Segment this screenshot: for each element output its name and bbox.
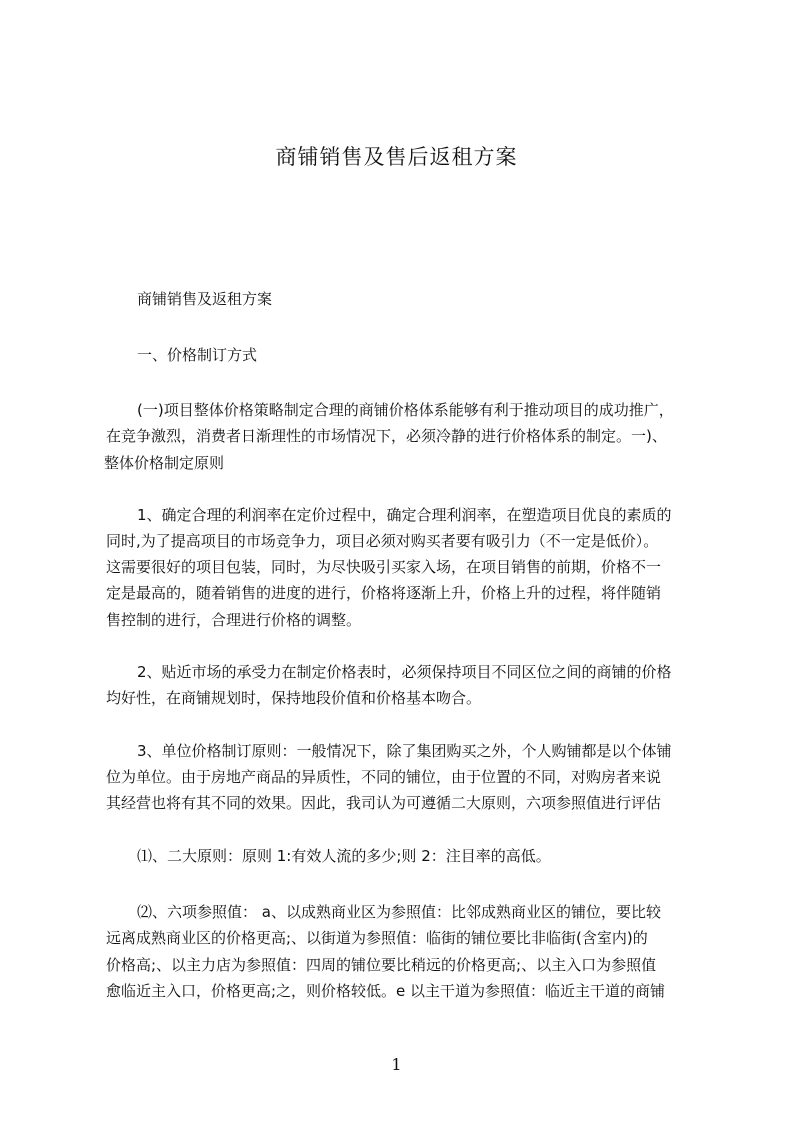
paragraph-line: 位为单位。由于房地产商品的异质性，不同的铺位，由于位置的不同，对购房者来说 bbox=[106, 768, 662, 786]
document-subtitle: 商铺销售及返租方案 bbox=[137, 290, 273, 308]
paragraph-line: 在竞争激烈，消费者日渐理性的市场情况下，必须冷静的进行价格体系的制定。一)、 bbox=[106, 427, 667, 445]
paragraph-line: 均好性，在商铺规划时，保持地段价值和价格基本吻合。 bbox=[106, 689, 482, 707]
paragraph-line: 这需要很好的项目包装，同时，为尽快吸引买家入场，在项目销售的前期，价格不一 bbox=[106, 558, 662, 576]
paragraph-line: 售控制的进行，合理进行价格的调整。 bbox=[106, 611, 362, 629]
paragraph-line: (一)项目整体价格策略制定合理的商铺价格体系能够有利于推动项目的成功推广， bbox=[137, 401, 674, 419]
paragraph-line: 价格高;、以主力店为参照值：四周的铺位要比稍远的价格更高;、以主入口为参照值 bbox=[106, 956, 657, 974]
paragraph-line: ⑵、六项参照值： a、以成熟商业区为参照值：比邻成熟商业区的铺位，要比较 bbox=[137, 903, 661, 921]
paragraph-line: 1、确定合理的利润率在定价过程中，确定合理利润率，在塑造项目优良的素质的 bbox=[137, 506, 672, 524]
paragraph-line: 远离成熟商业区的价格更高;、以街道为参照值：临街的铺位要比非临街(含室内)的 bbox=[106, 929, 648, 947]
paragraph-line: 2、贴近市场的承受力在制定价格表时，必须保持项目不同区位之间的商铺的价格 bbox=[137, 663, 672, 681]
document-title: 商铺销售及售后返租方案 bbox=[275, 145, 518, 169]
section-heading: 一、价格制订方式 bbox=[137, 346, 258, 364]
paragraph-line: 定是最高的，随着销售的进度的进行，价格将逐渐上升，价格上升的过程，将伴随销 bbox=[106, 584, 662, 602]
paragraph-line: 3、单位价格制订原则：一般情况下，除了集团购买之外，个人购铺都是以个体铺 bbox=[137, 742, 672, 760]
paragraph-line: 同时,为了提高项目的市场竞争力，项目必须对购买者要有吸引力（不一定是低价）。 bbox=[106, 532, 659, 550]
paragraph-line: 其经营也将有其不同的效果。因此，我司认为可遵循二大原则，六项参照值进行评估 bbox=[106, 794, 662, 812]
paragraph-line: 整体价格制定原则 bbox=[104, 454, 225, 472]
page-number: 1 bbox=[391, 1055, 402, 1074]
paragraph-line: ⑴、二大原则：原则 1:有效人流的多少;则 2：注目率的高低。 bbox=[137, 847, 551, 865]
paragraph-line: 愈临近主入口，价格更高;之，则价格较低。e 以主干道为参照值：临近主干道的商铺 bbox=[106, 982, 666, 1000]
